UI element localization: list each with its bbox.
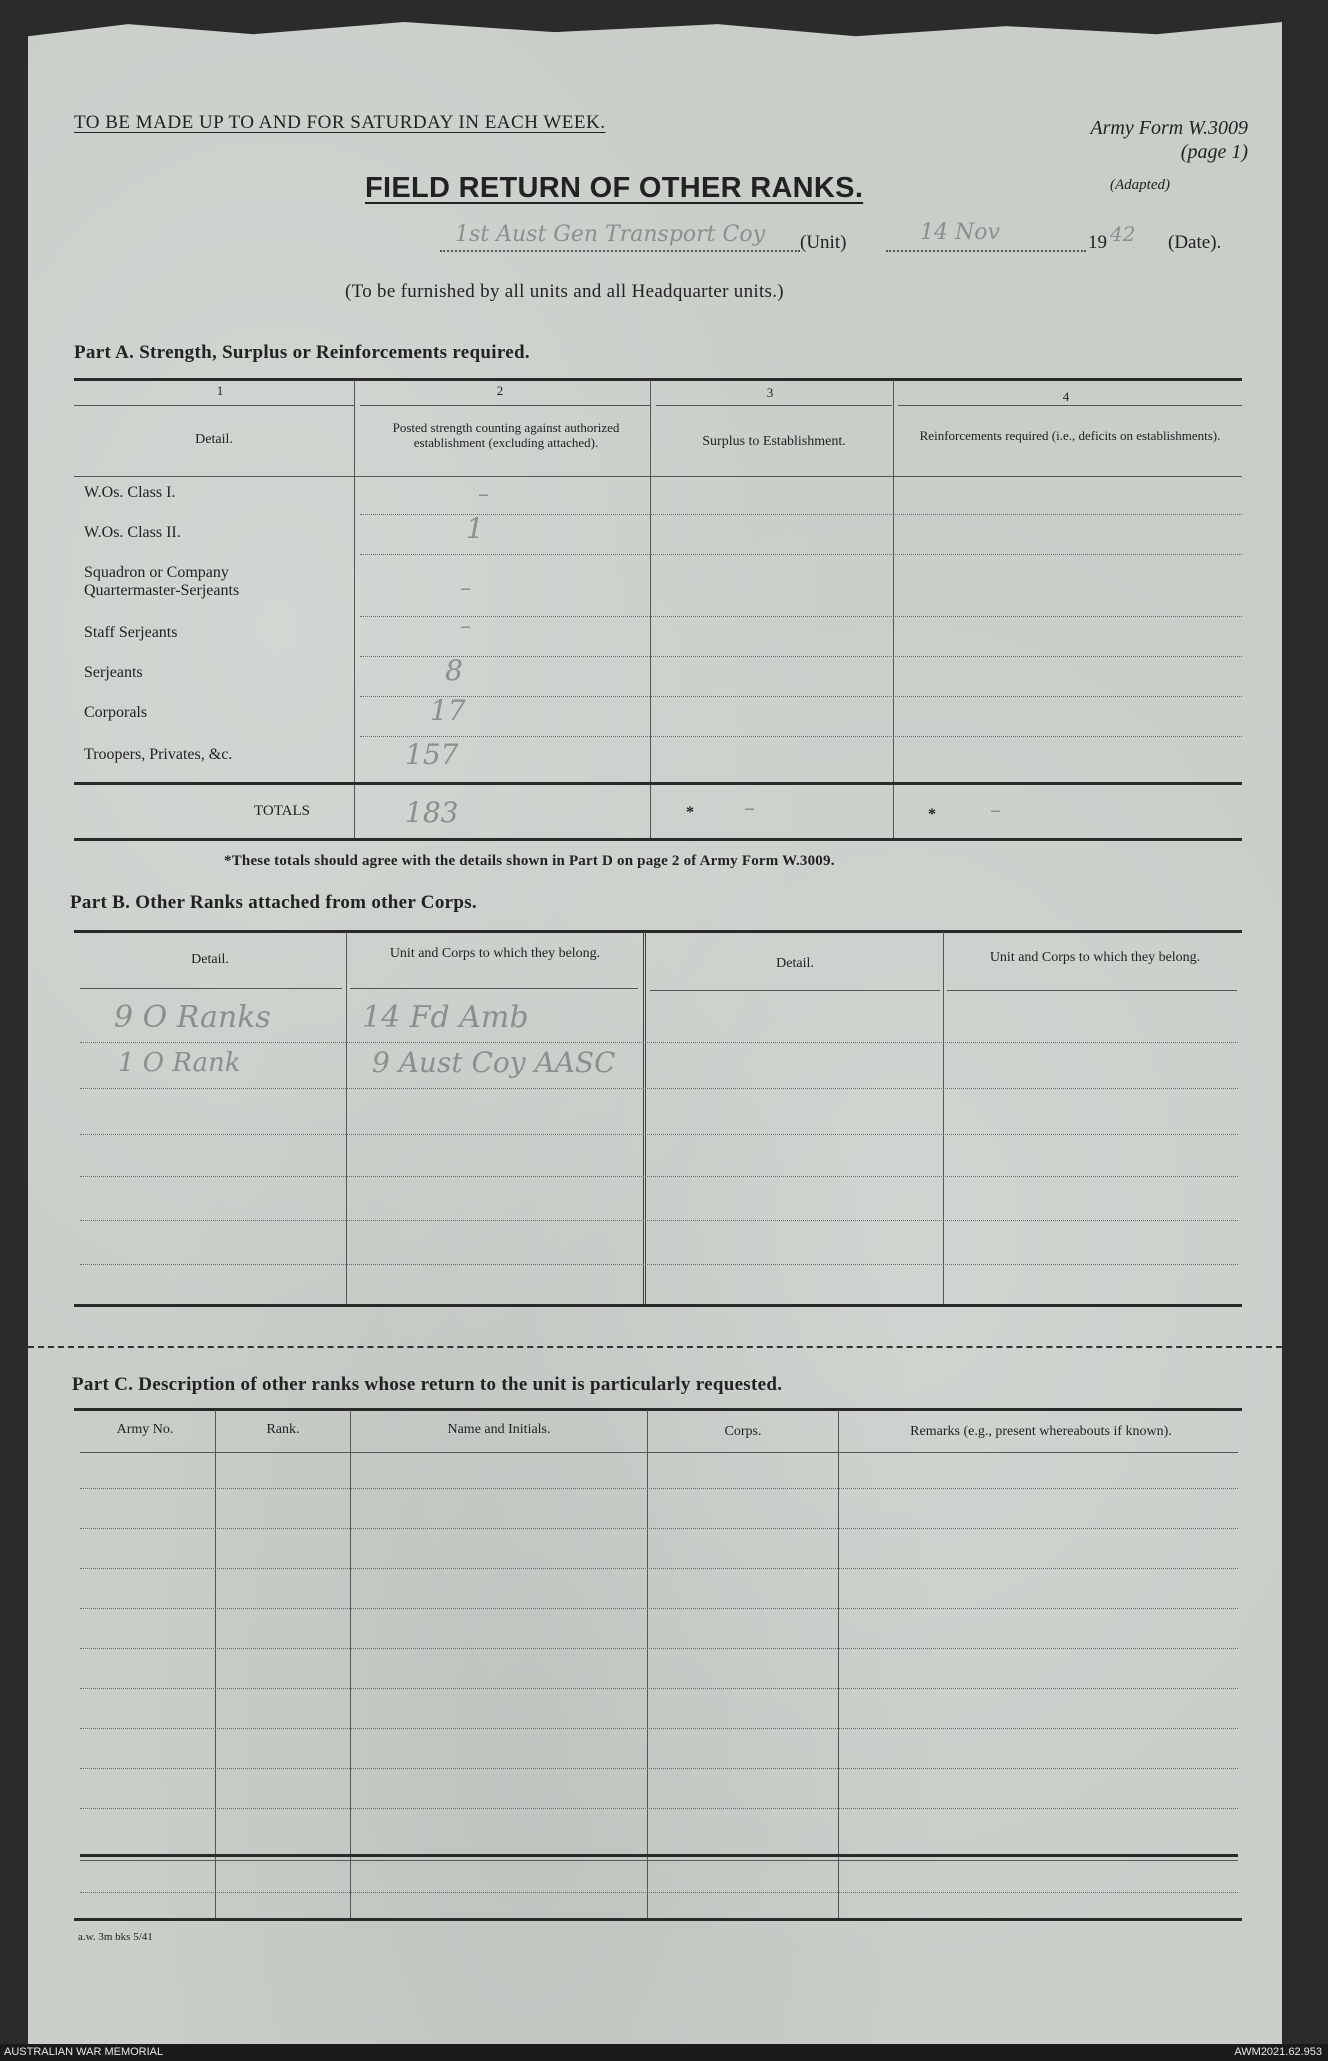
unit-handwritten: 1st Aust Gen Transport Coy (455, 222, 766, 247)
col-number-4: 4 (1062, 389, 1070, 404)
reinforcements-header: Reinforcements required (i.e., deficits on establishments). (919, 428, 1221, 443)
reinf-total-value: – (990, 798, 1001, 823)
part-a-header-rule (74, 476, 1242, 477)
part-c-row-rule-8 (80, 1768, 1238, 1769)
part-c-row-rule-9 (80, 1808, 1238, 1809)
surplus-total-value: – (744, 796, 755, 821)
part-c-bottom-rule (74, 1918, 1242, 1921)
surplus-total-star: * (686, 804, 694, 821)
part-b-row-rule-4 (80, 1176, 1238, 1177)
row-value-privates: 157 (405, 738, 459, 771)
row-value-corporals: 17 (430, 694, 466, 727)
part-c-vline-4 (838, 1410, 839, 1920)
reinf-total-star: * (928, 806, 936, 823)
row-value-wo-class-1: – (478, 482, 489, 507)
row-value-serjeants: 8 (445, 654, 463, 687)
row-label-cqms-text: Squadron or Company Quartermaster-Serjeants (84, 564, 240, 599)
row-rule-3 (360, 616, 1242, 617)
part-b-entry-2-detail: 1 O Rank (118, 1048, 241, 1078)
row-label-serjeants: Serjeants (84, 664, 143, 681)
part-b-bottom-rule (74, 1304, 1242, 1307)
part-b-unit-header-1: Unit and Corps to which they belong. (389, 946, 601, 961)
part-a-vline-1 (354, 380, 355, 838)
part-b-row-rule-6 (80, 1264, 1238, 1265)
year-prefix: 19 (1088, 232, 1107, 253)
adapted-label: (Adapted) (1110, 177, 1170, 193)
part-a-subrule-2 (360, 405, 650, 406)
remarks-header: Remarks (e.g., present whereabouts if known). (910, 1424, 1172, 1439)
part-a-vline-3 (893, 380, 894, 838)
row-label-wo-class-2: W.Os. Class II. (84, 524, 181, 541)
row-value-staff-serjeants: – (460, 614, 471, 639)
part-c-row-rule-3 (80, 1568, 1238, 1569)
name-header: Name and Initials. (447, 1422, 551, 1437)
detail-header: Detail. (195, 432, 233, 447)
part-b-row-rule-1 (80, 1042, 1238, 1043)
row-label-privates: Troopers, Privates, &c. (84, 746, 233, 763)
army-no-header: Army No. (116, 1422, 174, 1437)
army-form-label: Army Form W.3009 (1090, 117, 1248, 139)
part-c-header-rule (80, 1452, 1238, 1453)
archive-caption-left: AUSTRALIAN WAR MEMORIAL (4, 2046, 164, 2058)
row-label-cqms (84, 564, 354, 600)
part-c-title: Part C. Description of other ranks whose return to the unit is particularly requested. (72, 1374, 783, 1395)
part-a-subrule-4 (898, 405, 1242, 406)
part-b-row-rule-5 (80, 1220, 1238, 1221)
part-a-top-rule (74, 378, 1242, 381)
posted-strength-header: Posted strength counting against authorized establishment (excluding attached). (392, 420, 620, 450)
part-b-detail-header-1: Detail. (191, 952, 229, 967)
part-b-header-rule-4 (947, 990, 1237, 991)
part-b-entry-1-detail: 9 O Ranks (114, 1000, 271, 1035)
part-b-title: Part B. Other Ranks attached from other Corps. (70, 892, 477, 913)
totals-bottom-rule (74, 838, 1242, 841)
row-rule-1 (360, 514, 1242, 515)
part-c-row-rule-5 (80, 1648, 1238, 1649)
part-c-vline-1 (215, 1410, 216, 1920)
part-c-row-rule-2 (80, 1528, 1238, 1529)
totals-note: *These totals should agree with the details shown in Part D on page 2 of Army Form W.3009. (224, 853, 835, 869)
corps-header: Corps. (724, 1424, 762, 1439)
part-a-title: Part A. Strength, Surplus or Reinforcements required. (74, 342, 530, 363)
part-a-subrule-1 (74, 405, 354, 406)
part-b-vline-2 (643, 932, 646, 1306)
totals-posted-value: 183 (405, 796, 459, 829)
instruction-header: TO BE MADE UP TO AND FOR SATURDAY IN EACH WEEK. (74, 112, 606, 133)
part-c-row-rule-6 (80, 1688, 1238, 1689)
row-value-cqms: – (460, 576, 471, 601)
part-b-top-rule (74, 930, 1242, 933)
unit-label: (Unit) (800, 232, 847, 253)
part-c-row-rule-4 (80, 1608, 1238, 1609)
print-code: a.w. 3m bks 5/41 (78, 1931, 153, 1943)
date-handwritten: 14 Nov (920, 220, 1000, 245)
surplus-header: Surplus to Establishment. (702, 434, 846, 449)
part-b-header-rule-3 (650, 990, 940, 991)
row-label-corporals: Corporals (84, 704, 148, 721)
archive-caption-bar (0, 2044, 1328, 2061)
part-c-double-rule-top (80, 1854, 1238, 1857)
part-b-entry-2-unit: 9 Aust Coy AASC (372, 1046, 616, 1079)
row-label-staff-serjeants: Staff Serjeants (84, 624, 178, 641)
part-c-vline-3 (647, 1410, 648, 1920)
part-c-top-rule (74, 1408, 1242, 1411)
perforation-line (28, 1346, 1282, 1348)
page-title: FIELD RETURN OF OTHER RANKS. (365, 172, 864, 204)
row-rule-6 (360, 736, 1242, 737)
furnished-note: (To be furnished by all units and all Headquarter units.) (345, 281, 784, 302)
part-b-header-rule-2 (350, 988, 638, 989)
part-a-subrule-3 (656, 405, 892, 406)
army-form-number (1090, 116, 1248, 164)
part-b-row-rule-2 (80, 1088, 1238, 1089)
part-b-vline-1 (346, 932, 347, 1306)
date-label: (Date). (1168, 232, 1222, 253)
part-c-vline-2 (350, 1410, 351, 1920)
part-c-row-rule-10 (80, 1892, 1238, 1893)
part-b-header-rule-1 (80, 988, 342, 989)
row-label-wo-class-1: W.Os. Class I. (84, 484, 176, 501)
totals-label: TOTALS (254, 803, 311, 819)
part-b-vline-3 (943, 932, 944, 1306)
part-b-detail-header-2: Detail. (776, 956, 814, 971)
col-number-2: 2 (496, 383, 504, 398)
col-number-1: 1 (216, 383, 224, 398)
part-b-unit-header-2: Unit and Corps to which they belong. (989, 950, 1201, 965)
part-b-row-rule-3 (80, 1134, 1238, 1135)
part-c-double-rule-bottom (80, 1860, 1238, 1861)
totals-top-rule (74, 782, 1242, 785)
part-c-row-rule-1 (80, 1488, 1238, 1489)
col-number-3: 3 (766, 385, 774, 400)
row-value-wo-class-2: 1 (466, 512, 484, 545)
row-rule-2 (360, 554, 1242, 555)
part-b-entry-1-unit: 14 Fd Amb (362, 1000, 529, 1035)
rank-header: Rank. (266, 1422, 300, 1437)
archive-caption-right: AWM2021.62.953 (1234, 2046, 1322, 2058)
part-c-row-rule-7 (80, 1728, 1238, 1729)
row-rule-5 (360, 696, 1242, 697)
row-rule-4 (360, 656, 1242, 657)
page-number: (page 1) (1180, 141, 1248, 163)
part-a-vline-2 (650, 380, 651, 838)
year-handwritten: 42 (1110, 222, 1136, 246)
